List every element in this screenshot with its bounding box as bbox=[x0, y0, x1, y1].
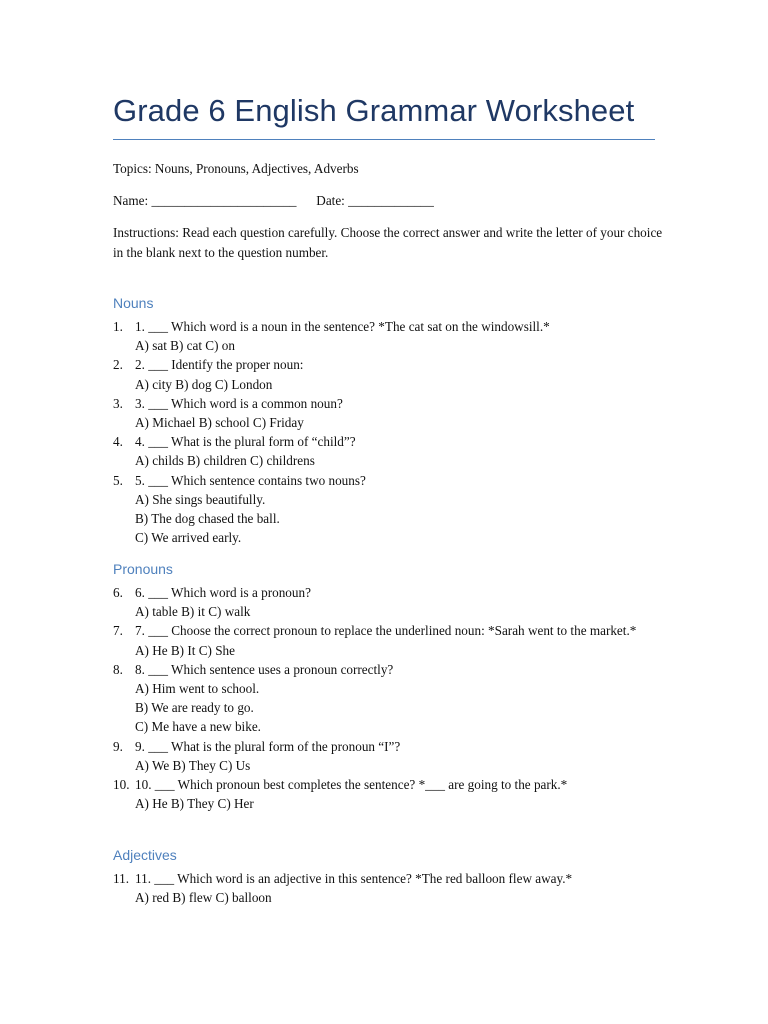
answer-option-a: A) Him went to school. bbox=[135, 681, 260, 697]
question-item bbox=[113, 775, 653, 813]
answer-option-b: B) The dog chased the ball. bbox=[135, 511, 280, 527]
answer-options: A) red B) flew C) balloon bbox=[135, 890, 272, 906]
question-number: 4. bbox=[113, 434, 123, 450]
question-list-adjectives bbox=[113, 869, 653, 907]
question-item bbox=[113, 737, 653, 775]
page-title: Grade 6 English Grammar Worksheet bbox=[113, 93, 635, 128]
question-number: 10. bbox=[113, 777, 130, 793]
answer-options: A) He B) They C) Her bbox=[135, 796, 254, 812]
question-text: 11. ___ Which word is an adjective in this sentence? *The red balloon flew away.* bbox=[135, 871, 573, 886]
question-number: 6. bbox=[113, 585, 123, 600]
question-text: 5. ___ Which sentence contains two nouns? bbox=[135, 472, 366, 488]
question-number: 8. bbox=[113, 661, 123, 677]
question-number: 11. bbox=[113, 871, 129, 886]
question-number: 1. bbox=[113, 319, 123, 334]
question-list-pronouns bbox=[113, 583, 653, 813]
question-item bbox=[113, 660, 653, 737]
question-text: 4. ___ What is the plural form of “child”? bbox=[135, 434, 356, 450]
answer-options: A) table B) it C) walk bbox=[135, 604, 251, 620]
question-text: 7. ___ Choose the correct pronoun to replace the underlined noun: *Sarah went to the market.* bbox=[135, 623, 637, 639]
question-text: 10. ___ Which pronoun best completes the sentence? *___ are going to the park.* bbox=[135, 777, 568, 793]
answer-options: A) sat B) cat C) on bbox=[135, 338, 235, 354]
answer-option-a: A) She sings beautifully. bbox=[135, 491, 266, 507]
answer-options: A) Michael B) school C) Friday bbox=[135, 415, 304, 431]
question-item bbox=[113, 583, 653, 621]
question-item bbox=[113, 432, 653, 470]
question-number: 2. bbox=[113, 357, 123, 373]
section-heading-nouns: Nouns bbox=[113, 295, 154, 311]
topics-line: Topics: Nouns, Pronouns, Adjectives, Adverbs bbox=[113, 161, 359, 176]
question-text: 3. ___ Which word is a common noun? bbox=[135, 395, 343, 411]
question-number: 3. bbox=[113, 395, 123, 411]
question-item bbox=[113, 471, 653, 548]
question-text: 8. ___ Which sentence uses a pronoun correctly? bbox=[135, 661, 394, 677]
answer-options: A) We B) They C) Us bbox=[135, 757, 251, 773]
question-item bbox=[113, 869, 653, 907]
answer-options: A) childs B) children C) childrens bbox=[135, 453, 315, 469]
question-list-nouns bbox=[113, 317, 653, 547]
question-item bbox=[113, 621, 653, 659]
title-underline bbox=[113, 139, 655, 140]
question-text: 6. ___ Which word is a pronoun? bbox=[135, 585, 311, 600]
question-text: 9. ___ What is the plural form of the pronoun “I”? bbox=[135, 738, 401, 754]
answer-options: A) city B) dog C) London bbox=[135, 376, 273, 392]
question-item bbox=[113, 355, 653, 393]
answer-option-b: B) We are ready to go. bbox=[135, 700, 254, 716]
question-text: 1. ___ Which word is a noun in the sentence? *The cat sat on the windowsill.* bbox=[135, 319, 550, 334]
answer-option-c: C) We arrived early. bbox=[135, 530, 242, 546]
answer-option-c: C) Me have a new bike. bbox=[135, 719, 261, 735]
section-heading-adjectives: Adjectives bbox=[113, 847, 177, 863]
question-item bbox=[113, 394, 653, 432]
question-number: 7. bbox=[113, 623, 123, 639]
question-number: 5. bbox=[113, 472, 123, 488]
question-item bbox=[113, 317, 653, 355]
question-text: 2. ___ Identify the proper noun: bbox=[135, 357, 304, 373]
instructions-text: Instructions: Read each question carefully. Choose the correct answer and write the letter of your choice in the blank next to the question number. bbox=[113, 225, 663, 260]
section-heading-pronouns: Pronouns bbox=[113, 561, 173, 577]
name-date-line: Name: ______________________ Date: _____________ bbox=[113, 193, 434, 208]
question-number: 9. bbox=[113, 738, 123, 754]
answer-options: A) He B) It C) She bbox=[135, 642, 235, 658]
